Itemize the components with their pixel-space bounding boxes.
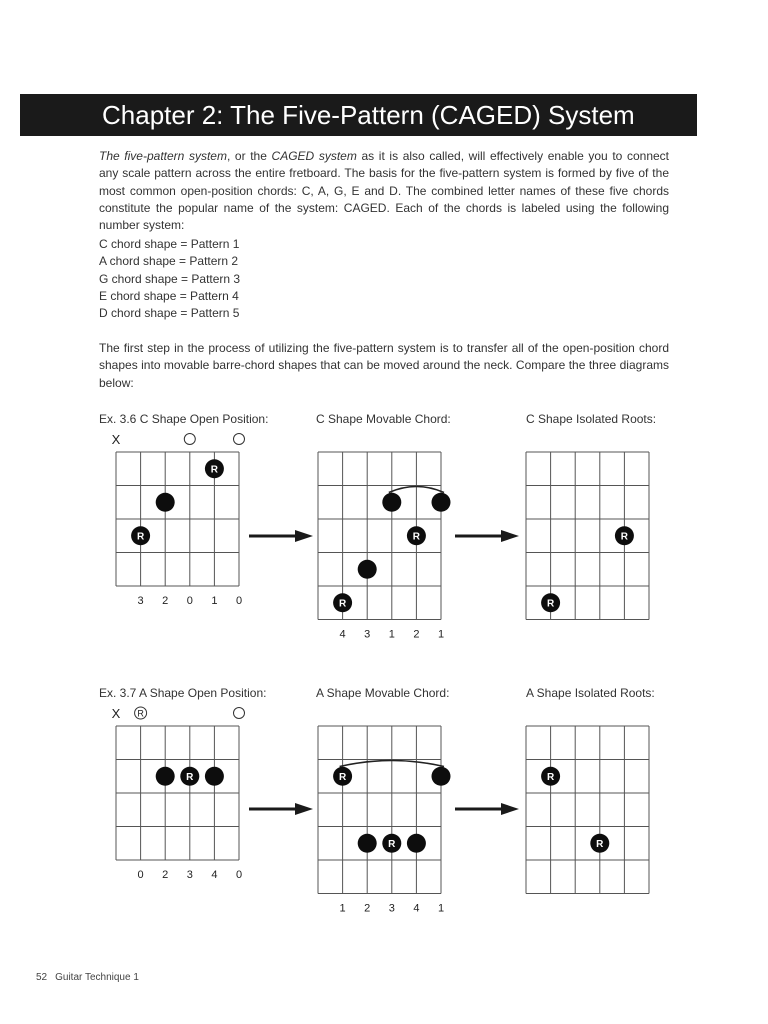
open-string-marker [234,434,245,445]
muted-string-marker: X [111,432,121,447]
pattern-item: A chord shape = Pattern 2 [99,254,239,269]
arrow-right-icon [249,529,313,543]
second-paragraph: The first step in the process of utilizing the five-pattern system is to transfer all of the open-position chord shapes into movable barre-chord shapes that can be moved around the neck. Compare the three diagrams below: [99,341,669,390]
chord-diagram-c-roots [506,422,669,650]
finger-number: 4 [413,902,420,915]
chapter-title: Chapter 2: The Five-Pattern (CAGED) System [102,100,635,130]
example-label-a-open: Ex. 3.7 A Shape Open Position: [99,686,267,700]
finger-number: 2 [162,869,169,881]
intro-text-1: , or the [226,149,272,163]
example-label-c-movable: C Shape Movable Chord: [316,412,451,426]
root-label: R [412,531,421,543]
root-label: R [186,771,194,783]
intro-em-1: The five-pattern system [99,149,227,163]
root-label: R [210,464,219,476]
open-string-marker [234,708,245,719]
intro-text-2: as it is also called, will effectively enable you to connect any scale pattern across the entire fretboard. The basis for the five-pattern system is formed by five of the most common open-position chords: C, A, G, E and D. The combined letter names of these five chords constitute the popular name of the system: CAGED. Each of the chords is labeled using the following number system: [99,149,670,233]
finger-number: 0 [235,869,243,881]
finger-dot [358,560,377,579]
root-label: R [388,838,396,850]
finger-number: 3 [364,628,371,641]
pattern-item: D chord shape = Pattern 5 [99,306,240,321]
finger-number: 0 [235,595,243,607]
finger-number: 3 [137,595,144,607]
open-root-label: R [137,708,144,719]
pattern-item: C chord shape = Pattern 1 [99,237,240,251]
finger-number: 2 [162,595,169,607]
finger-number: 3 [388,902,395,915]
open-string-marker [184,434,195,445]
example-label-a-roots: A Shape Isolated Roots: [526,686,655,700]
intro-paragraph [99,148,669,234]
intro-em-2: CAGED system [271,149,357,163]
example-label-c-roots: C Shape Isolated Roots: [526,412,657,426]
finger-number: 0 [137,869,144,881]
finger-number: 2 [413,628,420,641]
pattern-list [99,236,240,322]
finger-number: 1 [388,628,395,641]
finger-dot [407,834,426,853]
finger-number: 4 [211,869,218,881]
root-label: R [338,771,347,783]
page-number: 52 [36,972,48,983]
root-label: R [546,771,555,783]
finger-number: 0 [186,595,193,607]
root-label: R [136,531,145,543]
finger-number: 1 [339,902,346,915]
muted-string-marker: X [111,706,121,721]
chord-diagram-a-movable [298,696,461,924]
finger-dot [358,834,377,853]
finger-number: 1 [437,902,445,915]
chord-diagram-a-open [96,696,259,890]
finger-number: 2 [364,902,371,915]
finger-dot [432,767,451,786]
book-title: Guitar Technique 1 [55,972,139,983]
example-label-c-open: Ex. 3.6 C Shape Open Position: [99,412,269,426]
chapter-header [20,94,697,136]
root-label: R [596,838,604,850]
finger-number: 3 [186,869,193,881]
chord-diagram-c-movable [298,422,461,650]
page-footer [36,972,139,983]
root-label: R [546,598,555,610]
arrow-right-icon [249,802,313,816]
finger-dot [156,493,175,512]
finger-number: 4 [339,628,346,641]
pattern-item: G chord shape = Pattern 3 [99,271,241,286]
finger-dot [382,493,401,512]
finger-dot [156,767,175,786]
chord-diagram-c-open [96,422,259,616]
pattern-item: E chord shape = Pattern 4 [99,288,239,303]
root-label: R [620,531,629,543]
finger-number: 1 [211,595,218,607]
finger-number: 1 [437,628,445,641]
root-label: R [338,598,347,610]
finger-dot [432,493,451,512]
chord-diagram-a-roots [506,696,669,924]
example-label-a-movable: A Shape Movable Chord: [316,686,450,700]
arrow-right-icon [455,802,519,816]
arrow-right-icon [455,529,519,543]
finger-dot [205,767,224,786]
